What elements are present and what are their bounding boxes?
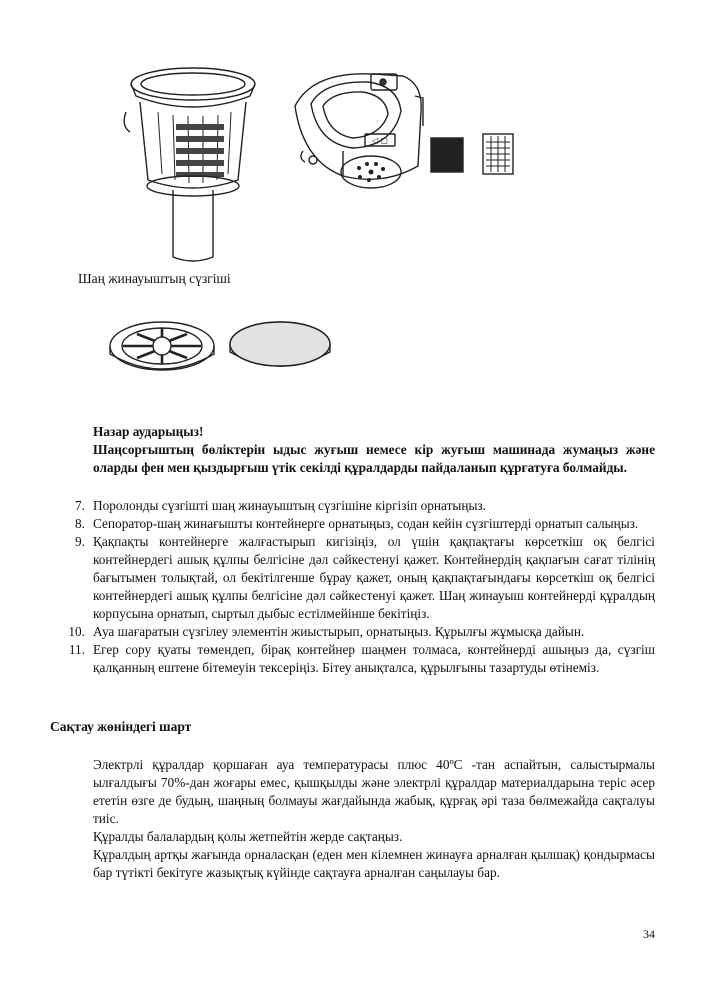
storage-section — [93, 756, 655, 882]
list-item — [54, 497, 655, 515]
steps-list — [54, 497, 655, 677]
storage-paragraph: Құралдың артқы жағында орналасқан (еден мен кілемнен жинауға арналған қылшақ) қондырмасы бар түтікті бекітуге жазықтық күйінде сақтауға арналған саңылауы бар. — [93, 847, 655, 880]
list-item — [54, 515, 655, 533]
step-text: Сепоратор-шаң жинағышты контейнерге орнатыңыз, содан кейін сүзгіштерді орнатып салыңыз. — [93, 516, 639, 531]
list-item — [54, 623, 655, 641]
storage-paragraph: Электрлі құралдар қоршаған ауа температурасы плюс 40ºС -тан аспайтын, салыстырмалы ылғалдығы 70%-дан жоғары емес, қышқылды және электрлі құралдар материалдарына теріс әсер ететін өзге де будың, шаңның болмауы жағдайында жабық, құрғақ әрі таза бөлмежайда сақталуы тиіс. — [93, 757, 655, 826]
list-item — [54, 533, 655, 623]
warning-body: Шаңсорғыштың бөліктерін ыдыс жуғыш немесе кір жуғыш машинада жумаңыз және оларды фен мен қыздырғыш үтік секілді құралдарды пайдаланып құрғатуға болмайды. — [93, 442, 655, 475]
step-number: 8. — [75, 516, 85, 531]
step-text: Қақпақты контейнерге жалғастырып кигізіңіз, ол үшін қақпақтағы көрсеткіш оқ белгісі контейнердегі ашық құлпы белгісіне дәл сәйкестенуі қажет. Контейнердің қақпағын сағат тілінің бағытымен толықтай, ол бекітілгенше бұрау қажет, оның қақпақтағындағы көрсеткіш оқ белгісі контейнердегі ашық құлпы белгісіне дәл сәйкестенуі қажет. Шаң жинауыш контейнерді құралдың корпусына орнатып, сыртыл дыбыс естілмейінше бекітіңіз. — [93, 534, 655, 621]
filter-cup-illustration — [118, 62, 268, 267]
figure-caption: Шаң жинауыштың сүзгіші — [78, 271, 231, 286]
step-text: Поролонды сүзгішті шаң жинауыштың сүзгішіне кіргізіп орнатыңыз. — [93, 498, 486, 513]
vacuum-container-with-filters-illustration — [283, 66, 528, 191]
foam-filter-and-cover-illustration — [107, 318, 335, 380]
warning-title: Назар аударыңыз! — [93, 424, 204, 439]
warning-block — [93, 423, 655, 477]
list-item — [54, 641, 655, 677]
step-number: 9. — [75, 534, 85, 549]
step-text: Егер сору қуаты төмендеп, бірақ контейнер шаңмен толмаса, контейнерді ашыңыз да, сүзгіш қалқанның ештене бітемеуін тексеріңіз. Бітеу анықталса, құрылғыны тазартуды өтінеміз. — [93, 642, 655, 675]
storage-paragraph: Құралды балалардың қолы жетпейтін жерде сақтаңыз. — [93, 829, 403, 844]
step-number: 11. — [68, 642, 85, 657]
svg-text:◁ ▢: ◁ ▢ — [372, 136, 388, 145]
section-heading: Сақтау жөніндегі шарт — [50, 719, 192, 734]
step-number: 7. — [75, 498, 85, 513]
step-number: 10. — [68, 624, 85, 639]
step-text: Ауа шағаратын сүзгілеу элементін жиыстырып, орнатыңыз. Құрылғы жұмысқа дайын. — [93, 624, 585, 639]
page-number: 34 — [643, 927, 655, 941]
